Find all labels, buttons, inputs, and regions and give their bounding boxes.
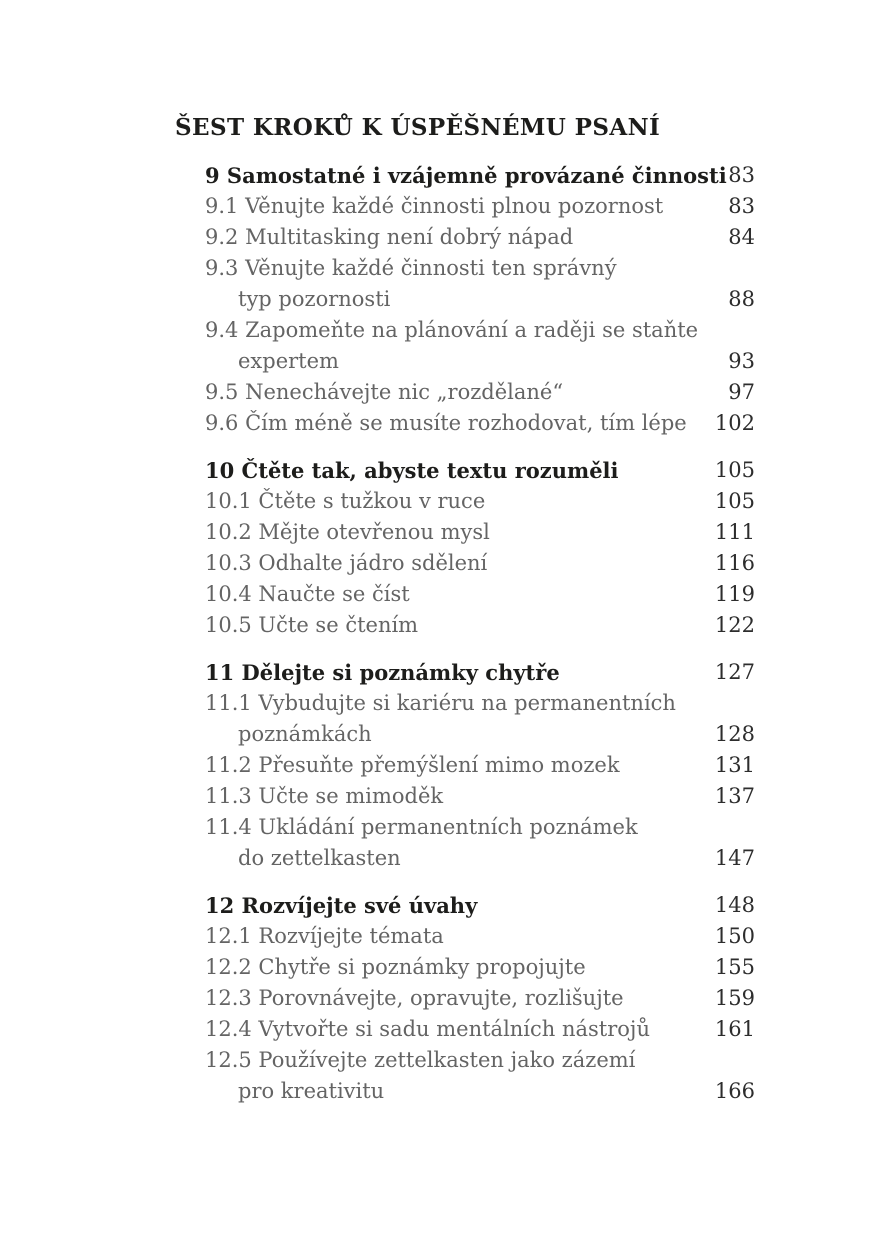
toc-entry: [205, 253, 755, 315]
entry-page-number: 116: [714, 551, 755, 575]
entry-page-number: 159: [714, 986, 755, 1010]
entry-line: 10.2 Mějte otevřenou mysl: [205, 520, 490, 544]
toc-section: [175, 160, 755, 439]
entry-line: 12.3 Porovnávejte, opravujte, rozlišujte: [205, 986, 624, 1010]
entry-title: [205, 610, 703, 641]
entry-page-number: 97: [728, 380, 755, 404]
entry-page-number: 83: [728, 163, 755, 187]
toc-entry: [205, 812, 755, 874]
entry-title: [205, 750, 703, 781]
entry-title: [205, 160, 727, 191]
entry-title: [205, 921, 703, 952]
toc-entry: [205, 579, 755, 610]
entry-title: [205, 1045, 703, 1107]
toc-entry: [205, 1014, 755, 1045]
entry-title: [205, 377, 716, 408]
toc-entry: [205, 377, 755, 408]
entry-line: 9.1 Věnujte každé činnosti plnou pozornost: [205, 194, 664, 218]
toc-section: [175, 455, 755, 641]
entry-title: [205, 315, 716, 377]
entry-page-number: 147: [714, 846, 755, 870]
entry-line: 9.5 Nenechávejte nic „rozdělané“: [205, 380, 564, 404]
entry-title: [205, 579, 703, 610]
toc-entry: [205, 983, 755, 1014]
toc-entry: [205, 610, 755, 641]
toc-entry: [205, 222, 755, 253]
toc-entry: [205, 952, 755, 983]
toc-chapter-entry: [205, 455, 755, 486]
entry-line: pro kreativitu: [238, 1079, 385, 1103]
entry-line: 12.2 Chytře si poznámky propojujte: [205, 955, 586, 979]
toc-entry: [205, 1045, 755, 1107]
entry-line: 11.1 Vybudujte si kariéru na permanentních: [205, 691, 676, 715]
toc-entry: [205, 486, 755, 517]
toc-entry: [205, 688, 755, 750]
entry-page-number: 155: [714, 955, 755, 979]
entry-line: expertem: [238, 349, 339, 373]
toc-chapter-entry: [205, 890, 755, 921]
entry-page-number: 88: [728, 287, 755, 311]
entry-line: 10.3 Odhalte jádro sdělení: [205, 551, 488, 575]
toc-sections: [175, 160, 755, 1107]
toc-section: [175, 890, 755, 1107]
entry-title: [205, 408, 703, 439]
entry-line: do zettelkasten: [238, 846, 401, 870]
entry-page-number: 84: [728, 225, 755, 249]
entry-title: [205, 222, 716, 253]
toc-entry: [205, 548, 755, 579]
entry-line: 11.3 Učte se mimoděk: [205, 784, 444, 808]
entry-title: [205, 486, 703, 517]
entry-line: 10.4 Naučte se číst: [205, 582, 410, 606]
entry-line: 10.5 Učte se čtením: [205, 613, 419, 637]
entry-page-number: 127: [714, 660, 755, 684]
entry-line: 9.4 Zapomeňte na plánování a raději se staňte: [205, 318, 699, 342]
entry-title: [205, 688, 703, 750]
entry-page-number: 111: [714, 520, 755, 544]
toc-chapter-entry: [205, 160, 755, 191]
entry-title: [205, 890, 703, 921]
entry-page-number: 131: [714, 753, 755, 777]
entry-page-number: 93: [728, 349, 755, 373]
toc-chapter-entry: [205, 657, 755, 688]
entry-title: [205, 548, 703, 579]
toc-entry: [205, 750, 755, 781]
entry-title: [205, 657, 703, 688]
entry-title: [205, 253, 716, 315]
entry-line: 9.6 Čím méně se musíte rozhodovat, tím lépe: [205, 411, 687, 435]
entry-page-number: 122: [714, 613, 755, 637]
entry-page-number: 119: [714, 582, 755, 606]
entry-line: 9.2 Multitasking není dobrý nápad: [205, 225, 574, 249]
entry-line: 10.1 Čtěte s tužkou v ruce: [205, 489, 486, 513]
entry-line: 9 Samostatné i vzájemně provázané činnosti: [205, 163, 727, 188]
toc-section: [175, 657, 755, 874]
entry-line: poznámkách: [238, 722, 372, 746]
entry-title: [205, 455, 703, 486]
entry-line: 9.3 Věnujte každé činnosti ten správný: [205, 256, 617, 280]
entry-line: 12.5 Používejte zettelkasten jako zázemí: [205, 1048, 636, 1072]
entry-line: 12.4 Vytvořte si sadu mentálních nástrojů: [205, 1017, 650, 1041]
entry-page-number: 105: [714, 489, 755, 513]
entry-page-number: 150: [714, 924, 755, 948]
entry-title: [205, 191, 716, 222]
entry-title: [205, 812, 703, 874]
entry-page-number: 148: [714, 893, 755, 917]
entry-title: [205, 781, 703, 812]
entry-title: [205, 1014, 703, 1045]
toc-entry: [205, 315, 755, 377]
toc-entry: [205, 408, 755, 439]
entry-page-number: 102: [714, 411, 755, 435]
entry-line: 12 Rozvíjejte své úvahy: [205, 893, 478, 918]
entry-line: 11.2 Přesuňte přemýšlení mimo mozek: [205, 753, 620, 777]
entry-page-number: 83: [728, 194, 755, 218]
toc-entry: [205, 781, 755, 812]
entry-line: 11.4 Ukládání permanentních poznámek: [205, 815, 638, 839]
toc-part-heading: ŠEST KROKŮ K ÚSPĚŠNÉMU PSANÍ: [175, 114, 661, 141]
entry-page-number: 105: [714, 458, 755, 482]
toc-entry: [205, 517, 755, 548]
entry-page-number: 161: [714, 1017, 755, 1041]
entry-line: 11 Dělejte si poznámky chytře: [205, 660, 560, 685]
entry-page-number: 137: [714, 784, 755, 808]
entry-line: typ pozornosti: [238, 287, 391, 311]
toc-entry: [205, 921, 755, 952]
entry-line: 12.1 Rozvíjejte témata: [205, 924, 444, 948]
entry-title: [205, 952, 703, 983]
entry-page-number: 128: [714, 722, 755, 746]
entry-line: 10 Čtěte tak, abyste textu rozuměli: [205, 458, 619, 483]
entry-title: [205, 983, 703, 1014]
entry-title: [205, 517, 703, 548]
toc-entry: [205, 191, 755, 222]
entry-page-number: 166: [714, 1079, 755, 1103]
